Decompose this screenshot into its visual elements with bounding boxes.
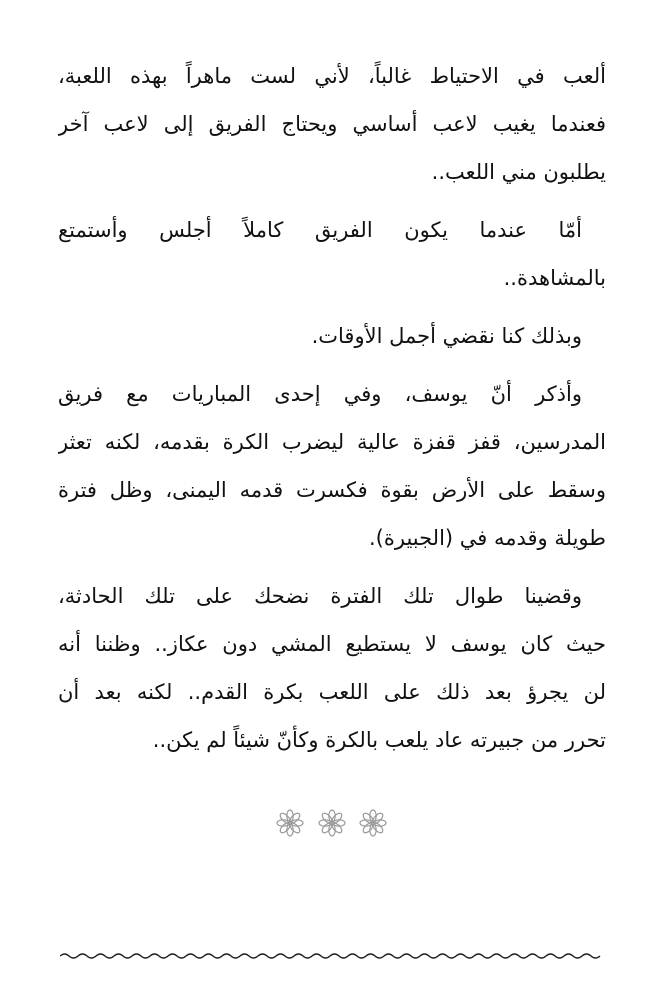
text-line: وأذكر أنّ يوسف، وفي إحدى المباريات مع فريق — [58, 382, 582, 406]
text-line: فعندما يغيب لاعب أساسي ويحتاج الفريق إلى لاعب آخر — [58, 112, 606, 136]
text-line: لن يجرؤ بعد ذلك على اللعب بكرة القدم.. لكنه بعد أن — [58, 680, 606, 704]
text-line: وسقط على الأرض بقوة فكسرت قدمه اليمنى، وظل فترة — [58, 478, 606, 502]
text-line: ألعب في الاحتياط غالباً، لأني لست ماهراً بهذه اللعبة، — [58, 64, 606, 88]
paragraph — [58, 52, 606, 196]
text-line: وقضينا طوال تلك الفترة نضحك على تلك الحادثة، — [58, 584, 582, 608]
section-divider-ornament — [0, 808, 663, 842]
text-line: حيث كان يوسف لا يستطيع المشي دون عكاز.. وظننا أنه — [58, 632, 606, 656]
text-line: بالمشاهدة.. — [503, 266, 606, 290]
text-line: تحرر من جبيرته عاد يلعب بالكرة وكأنّ شيئاً لم يكن.. — [152, 728, 606, 752]
flower-icon — [317, 808, 347, 838]
paragraph — [58, 572, 606, 764]
flower-icon — [275, 808, 305, 838]
wavy-footer-rule — [60, 950, 606, 962]
text-line: أمّا عندما يكون الفريق كاملاً أجلس وأستمتع — [58, 218, 582, 242]
paragraph — [58, 206, 606, 302]
page-body — [58, 52, 606, 774]
paragraph — [58, 312, 606, 360]
flower-icon — [358, 808, 388, 838]
text-line: طويلة وقدمه في (الجبيرة). — [368, 526, 606, 550]
text-line: المدرسين، قفز قفزة عالية ليضرب الكرة بقدمه، لكنه تعثر — [58, 430, 606, 454]
text-line: يطلبون مني اللعب.. — [431, 160, 606, 184]
paragraph — [58, 370, 606, 562]
text-line: وبذلك كنا نقضي أجمل الأوقات. — [311, 324, 582, 348]
